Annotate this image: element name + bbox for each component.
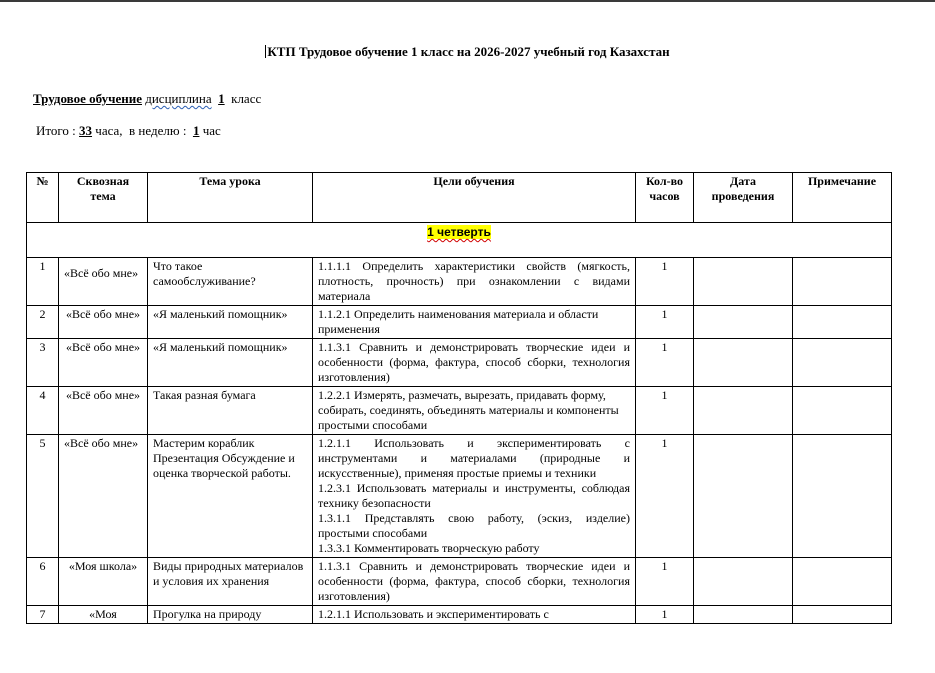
header-date: Дата проведения xyxy=(694,173,793,223)
goal-item: 1.1.1.1 Определить характеристики свойств (мягкость, плотность, прочность) при ознакомлении с видами материала xyxy=(318,259,630,303)
table-row xyxy=(27,606,892,624)
row-topic: Такая разная бумага xyxy=(148,387,313,435)
row-goals xyxy=(313,435,636,558)
row-topic: «Я маленький помощник» xyxy=(148,339,313,387)
row-hours: 1 xyxy=(636,306,694,339)
ktp-table xyxy=(26,172,892,624)
row-number: 1 xyxy=(27,258,59,306)
grade-word: класс xyxy=(231,91,262,106)
row-date xyxy=(694,435,793,558)
header-hours: Кол-во часов xyxy=(636,173,694,223)
row-topic: Мастерим кораблик Презентация Обсуждение и оценка творческой работы. xyxy=(148,435,313,558)
row-topic: «Я маленький помощник» xyxy=(148,306,313,339)
subject-line xyxy=(33,91,261,107)
row-note xyxy=(793,258,892,306)
total-label: Итого : xyxy=(36,123,76,138)
table-row xyxy=(27,387,892,435)
row-number: 4 xyxy=(27,387,59,435)
grade-number: 1 xyxy=(218,91,225,106)
subject-name: Трудовое обучение xyxy=(33,91,142,106)
row-topic: Виды природных материалов и условия их хранения xyxy=(148,558,313,606)
goal-item: 1.1.3.1 Сравнить и демонстрировать творческие идеи и особенности (форма, фактура, способ сборки, технология изготовления) xyxy=(318,559,630,603)
row-note xyxy=(793,558,892,606)
row-note xyxy=(793,606,892,624)
row-theme: «Всё обо мне» xyxy=(59,435,148,558)
row-topic: Что такое самообслуживание? xyxy=(148,258,313,306)
row-note xyxy=(793,387,892,435)
document-title: КТП Трудовое обучение 1 класс на 2026-2027 учебный год Казахстан xyxy=(267,44,670,59)
row-hours: 1 xyxy=(636,387,694,435)
per-week-hours: 1 xyxy=(192,123,200,138)
per-week-label: в неделю : xyxy=(129,123,187,138)
goal-item: 1.2.3.1 Использовать материалы и инструменты, соблюдая технику безопасности xyxy=(318,481,630,510)
row-number: 3 xyxy=(27,339,59,387)
row-theme: «Моя xyxy=(59,606,148,624)
row-date xyxy=(694,306,793,339)
header-theme: Сквозная тема xyxy=(59,173,148,223)
row-goals xyxy=(313,606,636,624)
row-goals xyxy=(313,306,636,339)
table-row xyxy=(27,558,892,606)
row-date xyxy=(694,606,793,624)
goal-item: 1.2.1.1 Использовать и экспериментировать с инструментами и материалами (природные и искусственные), применяя простые приемы и техники xyxy=(318,436,630,480)
row-note xyxy=(793,339,892,387)
row-number: 6 xyxy=(27,558,59,606)
total-hours-word: часа, xyxy=(95,123,123,138)
row-hours: 1 xyxy=(636,258,694,306)
row-theme: «Моя школа» xyxy=(59,558,148,606)
table-row xyxy=(27,306,892,339)
header-topic: Тема урока xyxy=(148,173,313,223)
goal-item: 1.1.3.1 Сравнить и демонстрировать творческие идеи и особенности (форма, фактура, способ сборки, технология изготовления) xyxy=(318,340,630,384)
row-date xyxy=(694,558,793,606)
row-goals xyxy=(313,387,636,435)
table-row xyxy=(27,258,892,306)
row-number: 2 xyxy=(27,306,59,339)
row-hours: 1 xyxy=(636,339,694,387)
row-theme: «Всё обо мне» xyxy=(59,258,148,306)
per-week-word: час xyxy=(202,123,221,138)
goal-item: 1.2.2.1 Измерять, размечать, вырезать, придавать форму, собирать, соединять, объединять материалы и компоненты простыми способами xyxy=(318,388,619,432)
totals-line xyxy=(36,123,221,139)
row-goals xyxy=(313,558,636,606)
row-theme: «Всё обо мне» xyxy=(59,306,148,339)
table-header-row xyxy=(27,173,892,223)
row-goals xyxy=(313,339,636,387)
header-number: № xyxy=(27,173,59,223)
row-number: 5 xyxy=(27,435,59,558)
row-number: 7 xyxy=(27,606,59,624)
row-hours: 1 xyxy=(636,606,694,624)
row-note xyxy=(793,306,892,339)
header-goals: Цели обучения xyxy=(313,173,636,223)
row-theme: «Всё обо мне» xyxy=(59,387,148,435)
table-row xyxy=(27,339,892,387)
goal-item: 1.3.1.1 Представлять свою работу, (эскиз, изделие) простыми способами xyxy=(318,511,630,540)
subject-word: дисциплина xyxy=(145,91,212,106)
row-note xyxy=(793,435,892,558)
row-date xyxy=(694,387,793,435)
header-note: Примечание xyxy=(793,173,892,223)
row-date xyxy=(694,339,793,387)
row-theme: «Всё обо мне» xyxy=(59,339,148,387)
row-date xyxy=(694,258,793,306)
goal-item: 1.2.1.1 Использовать и экспериментировать с xyxy=(318,607,549,621)
row-goals xyxy=(313,258,636,306)
row-hours: 1 xyxy=(636,435,694,558)
goal-item: 1.3.3.1 Комментировать творческую работу xyxy=(318,541,540,555)
goal-item: 1.1.2.1 Определить наименования материала и области применения xyxy=(318,307,599,336)
table-row xyxy=(27,435,892,558)
top-border xyxy=(0,0,935,2)
row-topic: Прогулка на природу xyxy=(148,606,313,624)
total-hours: 33 xyxy=(79,123,93,138)
quarter-row xyxy=(27,223,892,258)
quarter-label: 1 четверть xyxy=(427,225,491,239)
row-hours: 1 xyxy=(636,558,694,606)
